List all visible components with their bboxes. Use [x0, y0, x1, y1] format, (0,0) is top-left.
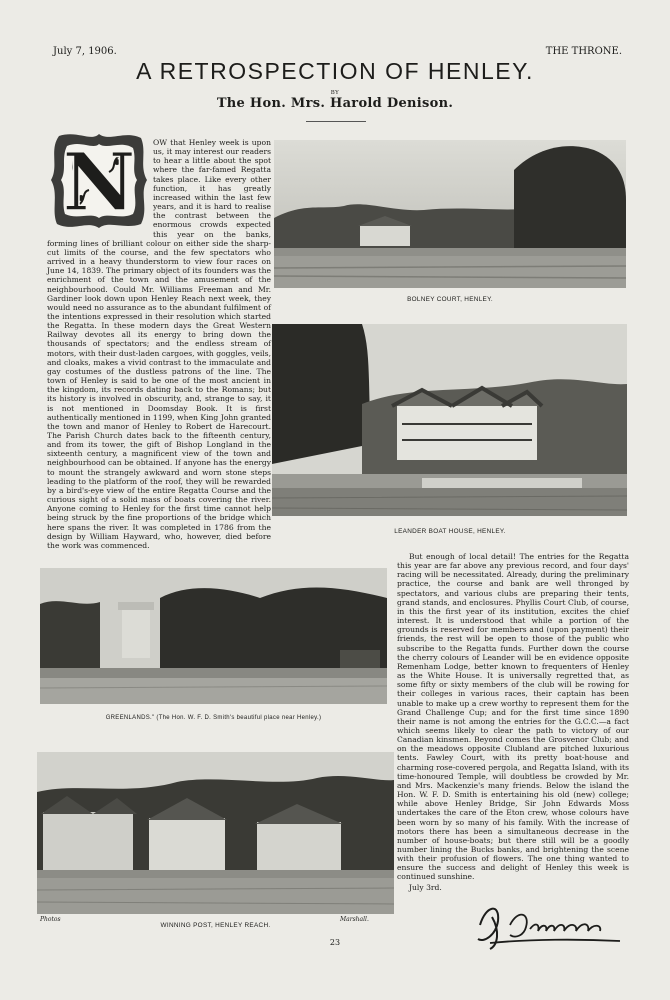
page-number: 23 — [329, 938, 341, 947]
title-rule — [306, 121, 366, 122]
publication-name: THE THRONE. — [545, 46, 622, 57]
closing-date: July 3rd. — [409, 882, 442, 892]
caption-greenlands: GREENLANDS." (The Hon. W. F. D. Smith's beautiful place near Henley.) — [105, 715, 322, 721]
caption-winning-post: WINNING POST, HENLEY REACH. — [160, 922, 271, 929]
photo-credit-photos: Photos — [40, 916, 61, 923]
caption-leander-boat-house: LEANDER BOAT HOUSE, HENLEY. — [394, 528, 506, 535]
byline-by: BY — [330, 90, 340, 96]
author-name: The Hon. Mrs. Harold Denison. — [216, 96, 454, 111]
article-title: A RETROSPECTION OF HENLEY. — [136, 58, 534, 84]
caption-bolney-court: BOLNEY COURT, HENLEY. — [407, 296, 493, 303]
body-paragraph-2: But enough of local detail! The entries for the Regatta this year are far above any previous record, and four days' racing will be necessitated. Already, during the preliminary practice, the course and bank are well thronged by spectators, and various clubs are preparing their tents, grand stands, and enclosures. Phyllis Court Club, of course, in this the first year of its institution, excites the chief interest. It is understood that while a portion of the grounds is reserved for members and (upon payment) their friends, the rest will be open to those of the public who subscribe to the Regatta funds. Further down the course the cherry colours of Leander will be en evidence opposite Remenham Lodge, better known to frequenters of Henley as the White House. It is universally regretted that, as some fifty or sixty members of the club will be rowing for their colleges in various races, their captain has been unable to make up a crew worthy to represent them for the Grand Challenge Cup; and for the first time since 1890 their name is not among the entries for the G.C.C.—a fact which seems likely to clear the path to victory of our Canadian kinsmen. Beyond comes the Grosvenor Club; and on the meadows opposite Clubland are pitched luxurious tents. Fawley Court, with its pretty boat-house and charming rose-covered pergola, and Regatta Island, with its time-honoured Temple, will doubtless be crowded by Mr. and Mrs. Mackenzie's many friends. Below the island the Hon. W. F. D. Smith is entertaining his old (new) college; while above Henley Bridge, Sir John Edwards Moss undertakes the care of the Eton crew, whose colours have been worn by so many of his family. With the increase of motors there has been a simultaneous decrease in the number of house-boats; but there still will be a goodly number lining the Bucks banks, and brightening the scene with their profusion of flowers. The one thing wanted to ensure the success and delight of Henley this week is continued sunshine. — [397, 552, 629, 882]
photo-winning-post — [37, 752, 394, 914]
issue-date: July 7, 1906. — [53, 46, 117, 57]
article-body-column-1 — [47, 138, 271, 550]
photo-greenlands — [40, 568, 387, 704]
body-paragraph-1: OW that Henley week is upon us, it may interest our readers to hear a little about the spot where the far-famed Regatta takes place. Like every other function, it has greatly increased within the last few years, and it is hard to realise the contrast between the enormous crowds expected this year on the banks, forming lines of brilliant colour on either side the sharp-cut limits of the course, and the few spectators who arrived in a heavy thunderstorm to view four races on June 14, 1839. The primary object of its founders was the enrichment of the town and the amusement of the neighbourhood. Could Mr. Williams Freeman and Mr. Gardiner look down upon Henley Reach next week, they would need no assurance as to the abundant fulfilment of the intentions expressed in their resolution which started the Regatta. In these modern days the Great Western Railway devotes all its energy to bring down the thousands of spectators; and the endless stream of motors, with their dust-laden cargoes, with goggles, veils, and cloaks, makes a vivid contrast to the immaculate and gay costumes of the dustless patrons of the line. The town of Henley is said to be one of the most ancient in the kingdom, its records dating back to the Romans; but its history is involved in obscurity, and, strange to say, it is not mentioned in Doomsday Book. It is first authentically mentioned in 1199, when King John granted the town and manor of Henley to Robert de Harecourt. The Parish Church dates back to the fifteenth century, and from its tower, the gift of Bishop Longland in the sixteenth century, a magnificent view of the town and neighbourhood can be obtained. If anyone has the energy to mount the strangely awkward and worn stone steps leading to the platform of the roof, they will be rewarded by a bird's-eye view of the entire Regatta Course and the curious sight of a solid mass of boats covering the river. Anyone coming to Henley for the first time cannot help being struck by the fine proportions of the bridge which here spans the river. It was completed in 1786 from the design by William Hayward, who, however, died before the work was commenced. — [47, 138, 271, 550]
article-body-column-2 — [397, 552, 629, 892]
dropcap-letter: N — [62, 135, 136, 229]
photo-credit-marshall: Marshall. — [340, 916, 369, 923]
photo-bolney-court — [274, 140, 626, 288]
photo-leander-boat-house — [272, 324, 627, 516]
